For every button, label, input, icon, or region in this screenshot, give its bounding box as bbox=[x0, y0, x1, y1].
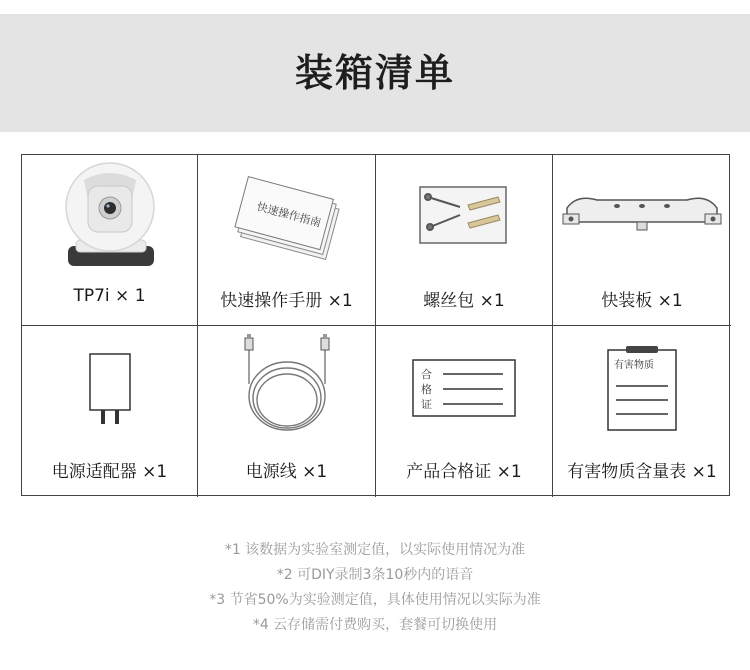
item-cell-mount-plate bbox=[553, 155, 731, 326]
header-banner bbox=[0, 14, 750, 132]
footnote: *1 该数据为实验室测定值，以实际使用情况为准 bbox=[224, 542, 526, 558]
item-cell-power-adapter bbox=[22, 326, 198, 497]
manual-cover-text: 快速操作指南 bbox=[254, 199, 322, 230]
page-title: 装箱清单 bbox=[294, 51, 455, 95]
camera-icon bbox=[50, 160, 170, 275]
item-cell-manual bbox=[198, 155, 376, 326]
item-cell-screw-bag bbox=[376, 155, 553, 326]
item-label: 电源线 ×1 bbox=[245, 462, 328, 482]
item-label: 电源适配器 ×1 bbox=[51, 462, 168, 482]
item-label: 螺丝包 ×1 bbox=[423, 291, 505, 311]
item-label: 产品合格证 ×1 bbox=[406, 462, 522, 482]
item-label: TP7i × 1 bbox=[73, 286, 146, 306]
footnote: *4 云存储需付费购买，套餐可切换使用 bbox=[252, 617, 498, 633]
item-cell-camera bbox=[22, 155, 198, 326]
item-label: 快装板 ×1 bbox=[601, 291, 683, 311]
item-cell-certificate bbox=[376, 326, 553, 497]
item-cell-hazard-table bbox=[553, 326, 731, 497]
footnote: *2 可DIY录制3条10秒内的语音 bbox=[276, 567, 474, 583]
certificate-icon bbox=[409, 354, 519, 424]
screw-bag-icon bbox=[414, 183, 514, 253]
certificate-char-1: 合 bbox=[421, 367, 432, 381]
power-adapter-icon bbox=[80, 344, 140, 434]
mount-plate-icon bbox=[557, 188, 727, 248]
footnote: *3 节省50%为实验测定值，具体使用情况以实际为准 bbox=[209, 592, 541, 608]
item-cell-power-cable bbox=[198, 326, 376, 497]
power-cable-icon bbox=[227, 334, 347, 444]
certificate-char-3: 证 bbox=[421, 397, 432, 411]
hazard-table-title: 有害物质 bbox=[614, 359, 654, 371]
certificate-char-2: 格 bbox=[421, 382, 432, 396]
item-label: 快速操作手册 ×1 bbox=[220, 291, 353, 311]
footnotes bbox=[0, 538, 750, 638]
item-label: 有害物质含量表 ×1 bbox=[567, 462, 717, 482]
manual-icon bbox=[227, 168, 347, 268]
hazard-table-icon bbox=[602, 344, 682, 434]
packing-list-table bbox=[21, 154, 730, 496]
